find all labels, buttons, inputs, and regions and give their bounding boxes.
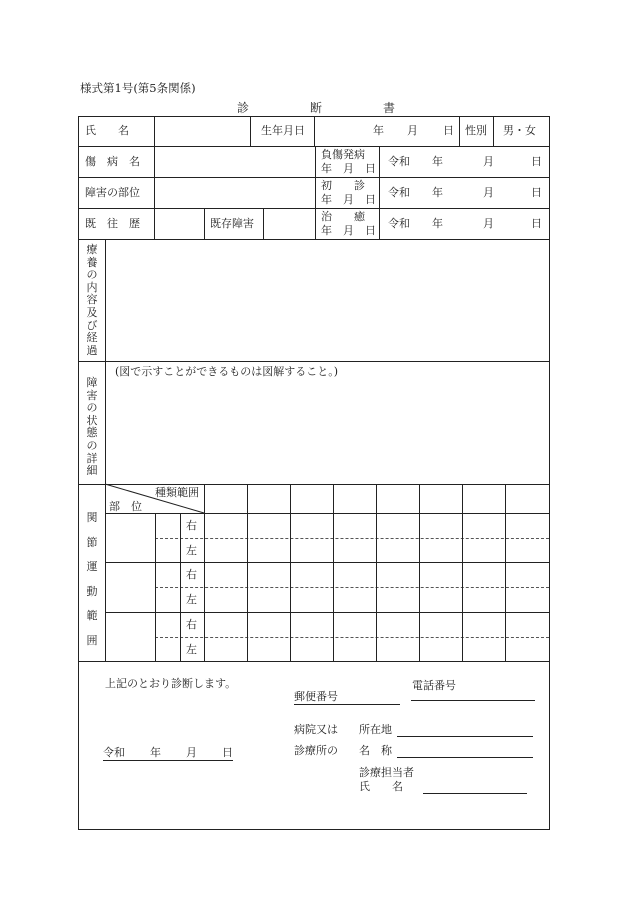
onset-date-label-2: 年 月 日 <box>321 162 376 175</box>
treatment-course-label: 療養の内容及び経過 <box>86 243 98 357</box>
postal-underline <box>294 704 400 705</box>
hospital-label-2: 診療所の <box>294 744 338 757</box>
rom-left-label: 左 <box>186 544 197 557</box>
rom-left-label: 左 <box>186 593 197 606</box>
issue-date-month-unit: 月 <box>186 746 197 759</box>
rom-right-label: 右 <box>186 519 197 532</box>
first-visit-era: 令和 <box>388 186 410 199</box>
doctor-label-1: 診療担当者 <box>359 766 414 779</box>
phone-underline <box>411 700 535 701</box>
rom-left-label: 左 <box>186 643 197 656</box>
onset-day-unit: 日 <box>531 155 542 168</box>
rom-header-part: 部 位 <box>109 500 142 513</box>
medical-history-label: 既 往 歴 <box>85 217 140 230</box>
rom-label: 関節運動範囲 <box>86 511 98 647</box>
address-underline <box>397 736 533 737</box>
title-char-1: 診 <box>237 101 250 115</box>
dob-day-unit: 日 <box>443 124 454 137</box>
document-title <box>0 99 630 113</box>
doctor-label-2: 氏 名 <box>359 780 403 793</box>
doctor-name-underline <box>423 793 527 794</box>
existing-disability-label: 既存障害 <box>210 217 254 230</box>
facility-name-label: 名 称 <box>359 744 392 757</box>
name-label: 氏 名 <box>85 124 129 137</box>
onset-era: 令和 <box>388 155 410 168</box>
title-char-2: 断 <box>310 101 323 115</box>
dob-label: 生年月日 <box>261 124 305 137</box>
issue-date-day-unit: 日 <box>222 746 233 759</box>
cure-month-unit: 月 <box>483 217 494 230</box>
cure-date-label-2: 年 月 日 <box>321 224 376 237</box>
issue-date-year-unit: 年 <box>150 746 161 759</box>
dob-year-unit: 年 <box>373 124 384 137</box>
title-char-3: 書 <box>383 101 396 115</box>
facility-name-underline <box>397 757 533 758</box>
issue-date-underline <box>103 760 233 761</box>
first-visit-label-2: 年 月 日 <box>321 193 376 206</box>
dob-month-unit: 月 <box>407 124 418 137</box>
cure-era: 令和 <box>388 217 410 230</box>
injury-name-label: 傷 病 名 <box>85 155 140 168</box>
form-number: 様式第1号(第5条関係) <box>80 81 196 95</box>
hospital-label-1: 病院又は <box>294 723 338 736</box>
first-visit-month-unit: 月 <box>483 186 494 199</box>
diagnosis-statement: 上記のとおり診断します。 <box>105 677 237 690</box>
first-visit-year-unit: 年 <box>432 186 443 199</box>
cure-day-unit: 日 <box>531 217 542 230</box>
onset-date-label-1: 負傷発病 <box>321 148 365 161</box>
onset-year-unit: 年 <box>432 155 443 168</box>
rom-header-type: 種類範囲 <box>155 486 199 499</box>
cure-year-unit: 年 <box>432 217 443 230</box>
cure-date-label-1: 治 癒 <box>321 210 365 223</box>
phone-label: 電話番号 <box>412 679 456 692</box>
sex-label: 性別 <box>465 124 487 137</box>
postal-label: 郵便番号 <box>294 690 338 703</box>
rom-right-label: 右 <box>186 568 197 581</box>
sex-value: 男・女 <box>503 124 536 137</box>
condition-detail-label: 障害の状態の詳細 <box>86 376 98 478</box>
onset-month-unit: 月 <box>483 155 494 168</box>
issue-date-era: 令和 <box>103 746 125 759</box>
first-visit-day-unit: 日 <box>531 186 542 199</box>
certificate-form <box>78 116 550 830</box>
first-visit-label-1: 初 診 <box>321 179 365 192</box>
address-label: 所在地 <box>359 723 392 736</box>
condition-note: (図で示すことができるものは図解すること。) <box>115 365 339 378</box>
rom-right-label: 右 <box>186 618 197 631</box>
disability-site-label: 障害の部位 <box>85 186 140 199</box>
